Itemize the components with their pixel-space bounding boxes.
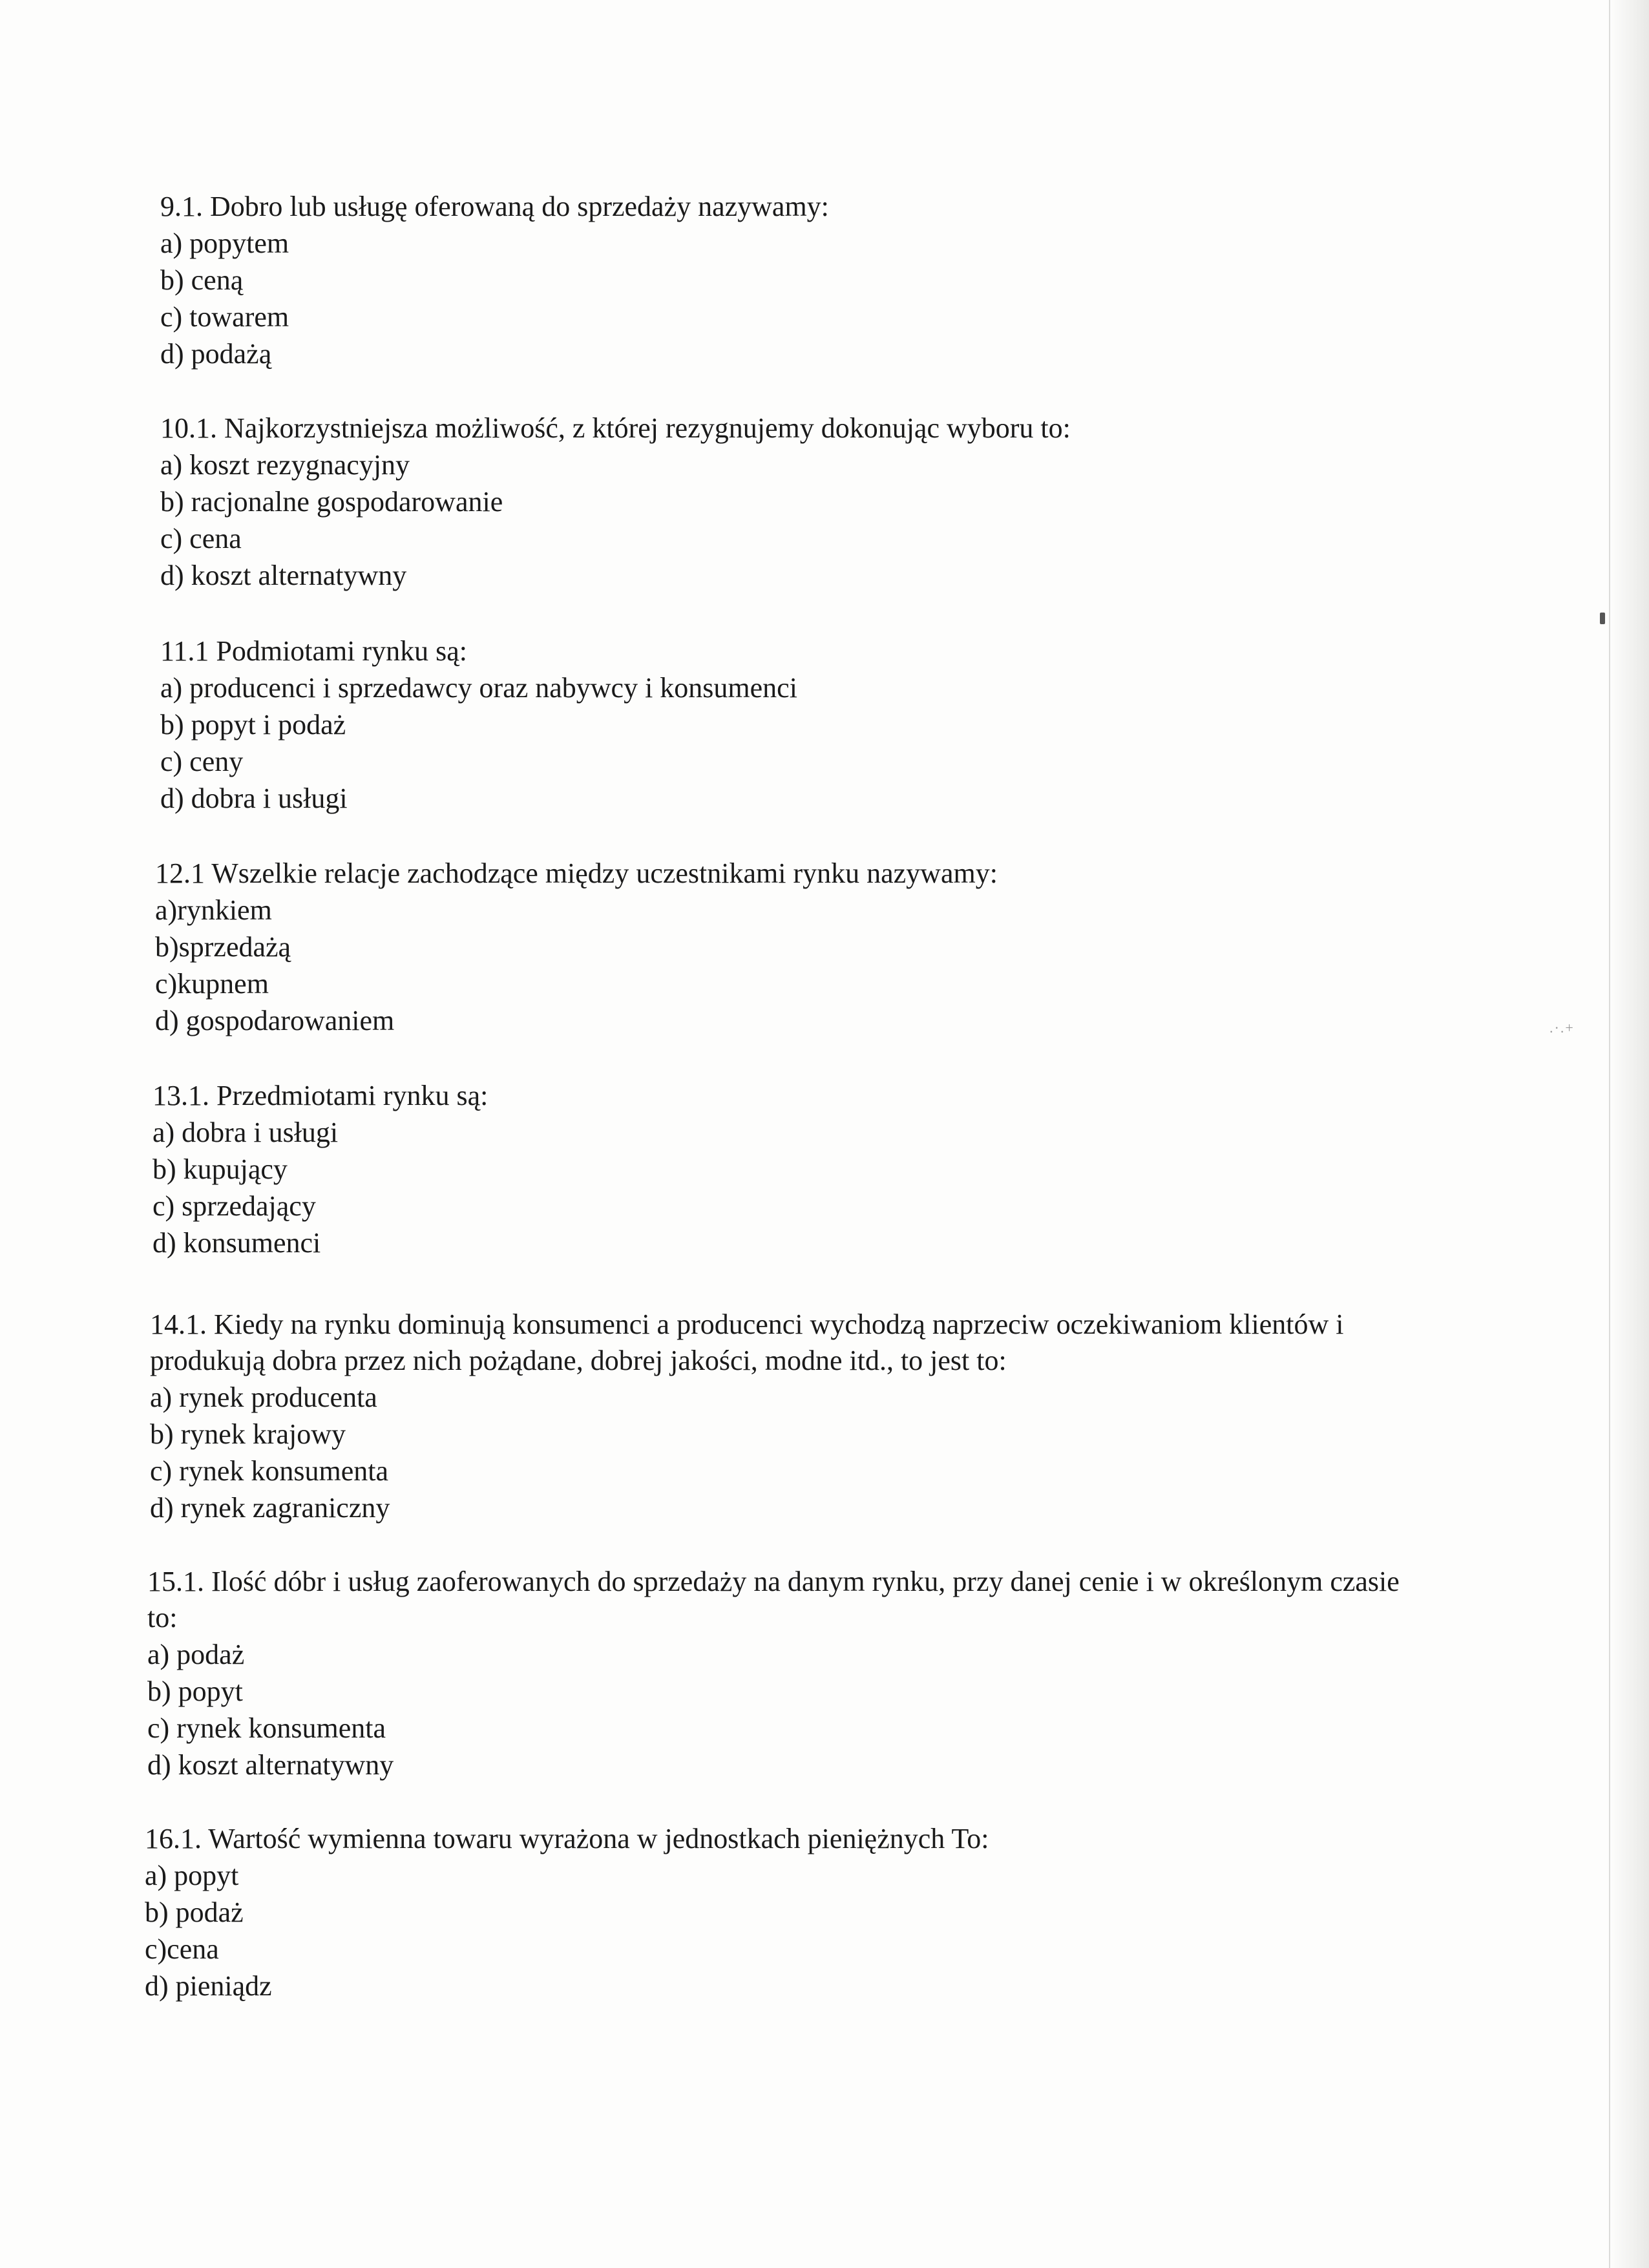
answer-option: d) konsumenci [152, 1227, 321, 1259]
answer-option: c) rynek konsumenta [147, 1712, 386, 1744]
answer-option: d) podażą [160, 338, 272, 370]
question-10-1 [160, 410, 1427, 594]
answer-options [160, 225, 1427, 372]
question-9-1 [160, 189, 1427, 372]
question-prompt: 14.1. Kiedy na rynku dominują konsumenci a producenci wychodzą naprzeciw oczekiwaniom klientów i produkują dobra przez nich pożądane, dobrej jakości, modne itd., to jest to: [150, 1308, 1344, 1376]
answer-options [147, 1636, 1414, 1783]
question-16-1 [145, 1821, 1411, 2004]
answer-option: d) gospodarowaniem [155, 1005, 395, 1036]
question-15-1 [147, 1564, 1414, 1783]
answer-option: c)cena [145, 1933, 219, 1965]
question-prompt: 10.1. Najkorzystniejsza możliwość, z której rezygnujemy dokonując wyboru to: [160, 412, 1071, 444]
answer-option: c) ceny [160, 746, 244, 777]
answer-option: a) popytem [160, 227, 289, 259]
answer-options [155, 892, 1422, 1039]
question-prompt: 15.1. Ilość dóbr i usług zaoferowanych do sprzedaży na danym rynku, przy danej cenie i w określonym czasie to: [147, 1566, 1400, 1633]
answer-option: d) rynek zagraniczny [150, 1492, 390, 1524]
question-12-1 [155, 856, 1422, 1039]
question-prompt: 9.1. Dobro lub usługę oferowaną do sprzedaży nazywamy: [160, 191, 829, 222]
answer-option: c) towarem [160, 301, 289, 333]
question-prompt: 12.1 Wszelkie relacje zachodzące między uczestnikami rynku nazywamy: [155, 857, 998, 889]
answer-options [152, 1114, 1419, 1261]
answer-option: b) popyt [147, 1675, 243, 1707]
answer-option: b) popyt i podaż [160, 709, 346, 740]
answer-options [150, 1379, 1416, 1526]
answer-options [160, 446, 1427, 594]
scan-noise: .·.+ [1549, 1020, 1575, 1036]
answer-option: c) rynek konsumenta [150, 1455, 388, 1487]
answer-option: b) podaż [145, 1896, 244, 1928]
answer-option: c) cena [160, 523, 242, 554]
answer-option: a) rynek producenta [150, 1381, 377, 1413]
question-13-1 [152, 1078, 1419, 1261]
question-14-1 [150, 1307, 1416, 1526]
answer-option: b) racjonalne gospodarowanie [160, 486, 503, 518]
answer-option: d) koszt alternatywny [160, 560, 407, 591]
answer-option: b)sprzedażą [155, 931, 291, 963]
answer-option: c) sprzedający [152, 1190, 316, 1222]
answer-option: b) kupujący [152, 1153, 288, 1185]
answer-option: d) pieniądz [145, 1970, 272, 2002]
answer-option: a) producenci i sprzedawcy oraz nabywcy i konsumenci [160, 672, 797, 704]
answer-option: a)rynkiem [155, 894, 272, 926]
question-11-1 [160, 633, 1427, 817]
question-prompt: 16.1. Wartość wymienna towaru wyrażona w jednostkach pieniężnych To: [145, 1823, 989, 1854]
answer-option: b) rynek krajowy [150, 1418, 346, 1450]
answer-option: d) koszt alternatywny [147, 1749, 394, 1781]
answer-option: c)kupnem [155, 968, 269, 1000]
answer-option: d) dobra i usługi [160, 782, 348, 814]
question-prompt: 11.1 Podmiotami rynku są: [160, 635, 468, 667]
answer-option: b) ceną [160, 264, 244, 296]
answer-option: a) podaż [147, 1639, 245, 1670]
answer-options [145, 1857, 1411, 2004]
answer-option: a) koszt rezygnacyjny [160, 449, 410, 481]
answer-options [160, 669, 1427, 817]
question-prompt: 13.1. Przedmiotami rynku są: [152, 1080, 488, 1111]
answer-option: a) dobra i usługi [152, 1117, 339, 1148]
answer-option: a) popyt [145, 1860, 239, 1891]
